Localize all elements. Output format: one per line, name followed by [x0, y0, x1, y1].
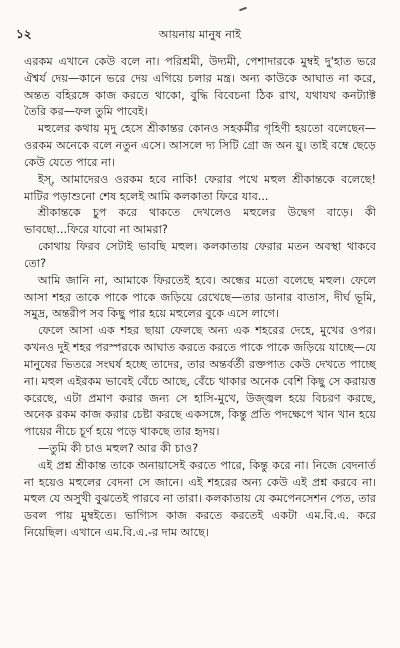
page-number: ১২	[16, 27, 32, 41]
paragraph: এই প্রশ্ন শ্রীকান্ত তাকে অনায়াসেই করতে পারে, কিন্তু করে না। নিজে বেদনার্ত না হয়েও মহুলের বেদনা সে জানে। এই শহরের অন্য কেউ এই প্রশ্ন করবে না। মহুল যে অসুখী বুঝতেই পারবে না তারা। কলকাতায় যে কমপেনসেশন পেত, তার ডবল পায় মুম্বইতে। ভাগ্যিস কাজ করতে করতেই একটা এম.বি.এ. করে নিয়েছিল। এখানে এম.বি.এ.-র দাম আছে।	[24, 458, 376, 540]
ink-mark	[239, 7, 247, 12]
page-header	[16, 26, 384, 44]
paragraph: মহুলের কথায় মৃদু হেসে শ্রীকান্তর কোনও সহকর্মীর গৃহিণী হয়তো বলেছেন—ওরকম অনেকে বলে নতুন এসে। আসলে দ্য সিটি গ্রো জ অন য়ু। তাই বম্বে ছেড়ে কেউ যেতে পারে না।	[24, 122, 376, 169]
paragraph: —তুমি কী চাও মহুল? আর কী চাও?	[38, 441, 199, 455]
paragraph: ফেলে আসা এক শহর ছায়া ফেলছে অন্য এক শহরের দেহে, মুখের ওপর। কখনও দুই শহর পরস্পরকে আঘাত করতে করতে পাকে পাকে জড়িয়ে যাচ্ছে—যে মানুষের ভিতরে সংঘর্ষ হচ্ছে তাদের, তার অন্তর্বর্তী রক্তপাত কেউ দেখতে পাচ্ছে না। মহুল এইরকম ভাবেই বেঁচে আছে, বেঁচে থাকার অনেক বেশি কিছু সে করায়ত্ত করেছে, এটা প্রমাণ করার জন্য সে হাসি-মুখে, উজ্জ্বল হয়ে বিচরণ করছে, অনেক রকম কাজ করার চেষ্টা করছে একসঙ্গে, কিন্তু প্রতি পদক্ষেপে খান খান হয়ে পায়ের নীচে চূর্ণ হয়ে পড়ে থাকছে তার হৃদয়।	[24, 324, 376, 439]
paragraph: আমি জানি না, আমাকে ফিরতেই হবে। অন্ধের মতো বলেছে মহুল। ফেলে আসা শহর তাকে পাকে পাকে জড়িয়ে রেখেছে—তার ডানার বাতাস, দীর্ঘ ভূমি, সমুদ্র, অন্তরীপ সব কিছু পার হয়ে মহুলের বুকে এসে লাগে।	[24, 273, 376, 321]
page-content	[24, 54, 376, 542]
paragraph: এরকম এখানে কেউ বলে না। পরিশ্রমী, উদ্যমী, পেশাদারকে মুম্বই দু'হাত ভরে ঐশ্বর্য দেয়—কানে ভরে দেয় এগিয়ে চলার মন্ত্র। অন্য কাউকে আঘাত না করে, অন্তত বহিরঙ্গে কাজ করতে থাকো, বুদ্ধি বিবেচনা ঠিক রাখ, যথাযথ কনট্যাক্ট তৈরি কর—ফল তুমি পাবেই।	[24, 55, 376, 119]
running-title: আয়নায় মানুষ নাই	[158, 28, 242, 41]
paragraph: কোথায় ফিরব সেটাই ভাবছি মহুল। কলকাতায় ফেরার মতন অবস্থা থাকবে তো?	[24, 240, 376, 270]
paragraph: ইস্, আমাদেরও ওরকম হবে নাকি! ফেরার পথে মহুল শ্রীকান্তকে বলেছে! মাটির পড়াশুনো শেষ হলেই আমি কলকাতা ফিরে যাব...	[24, 172, 376, 203]
paragraph: শ্রীকান্তকে চুপ করে থাকতে দেখলেও মহুলের উদ্বেগ বাড়ে। কী ভাবছো...ফিরে যাবো না আমরা?	[24, 206, 376, 237]
